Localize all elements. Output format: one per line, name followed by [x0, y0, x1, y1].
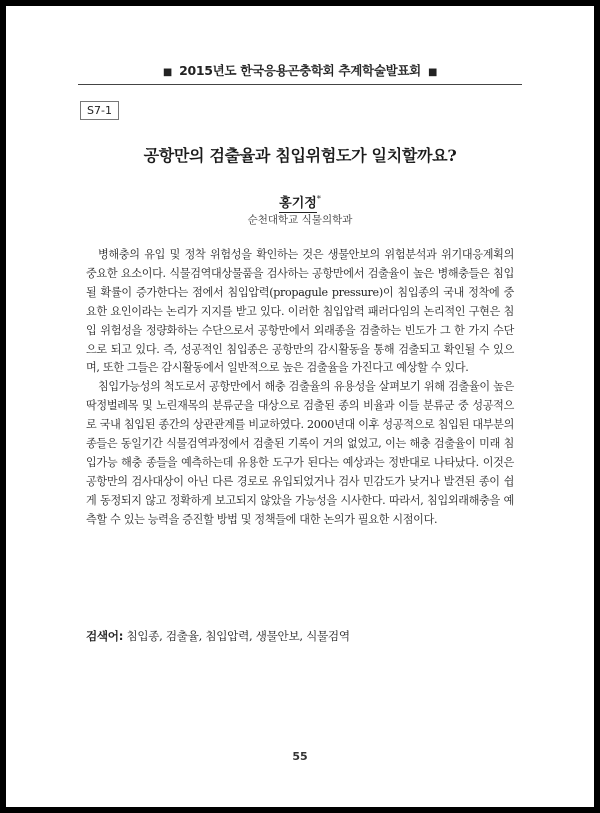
- abstract-paragraph-2: 침입가능성의 척도로서 공항만에서 해충 검출율의 유용성을 살펴보기 위해 검출율이 높은 딱정벌레목 및 노린재목의 분류군을 대상으로 검출된 종의 비율과 이들 분류군 중 성공적으로 국내 침입된 종간의 상관관계를 비교하였다. 2000년대 이후 성공적으로 침입된 대부분의 종들은 동일기간 식물검역과정에서 검출된 기록이 거의 없었고, 이는 해충 검출율이 미래 침입가능 해충 종들을 예측하는데 유용한 도구가 된다는 예상과는 정반대로 나타났다. 이것은 공항만의 검사대상이 아닌 다른 경로로 유입되었거나 검사 민감도가 낮거나 발견된 종이 쉽게 동정되지 않고 정확하게 보고되지 않았을 가능성을 시사한다. 따라서, 침입외래해충을 예측할 수 있는 능력을 증진할 방법 및 정책들에 대한 논의가 필요한 시점이다.: [86, 380, 514, 526]
- author-affiliation: 순천대학교 식물의학과: [247, 214, 353, 226]
- page-border-left: [0, 0, 6, 813]
- abstract-paragraph-1: 병해충의 유입 및 정착 위험성을 확인하는 것은 생물안보의 위험분석과 위기대응계획의 중요한 요소이다. 식물검역대상물품을 검사하는 공항만에서 검출율이 높은 병해충들은 침입될 확률이 증가한다는 점에서 침입압력(propagule pressure)이 침입종의 국내 정착에 중요한 요인이라는 논리가 지지를 받고 있다. 이러한 침입압력 패러다임의 논리적인 구현은 침입 위험성을 정량화하는 수단으로서 공항만에서 외래종을 검출하는 빈도가 그 한 가지 수단으로 되고 있다. 즉, 성공적인 침입종은 공항만의 감시활동을 통해 검출되고 확인될 수 있으며, 또한 그들은 감시활동에서 일반적으로 높은 검출율을 가진다고 예상할 수 있다.: [86, 248, 514, 375]
- keywords-list: 침입종, 검출율, 침입압력, 생물안보, 식물검역: [126, 629, 350, 643]
- header-square-right: ■: [427, 67, 438, 78]
- page-border-bottom: [0, 807, 600, 813]
- abstract-body: [86, 246, 514, 530]
- keywords-line: [86, 628, 514, 644]
- author-name: 홍기정: [279, 196, 317, 211]
- page-border-right: [594, 0, 600, 813]
- page-border-top: [0, 0, 600, 6]
- running-header: [78, 61, 522, 79]
- paper-title: 공항만의 검출율과 침입위험도가 일치할까요?: [143, 146, 457, 165]
- session-id-badge: S7-1: [80, 101, 119, 120]
- corresponding-author-mark: *: [316, 194, 321, 204]
- header-square-left: ■: [162, 67, 173, 78]
- conference-name: 2015년도 한국응용곤충학회 추계학술발표회: [179, 63, 421, 78]
- page-number: 55: [292, 750, 308, 763]
- keywords-label: 검색어:: [86, 629, 124, 643]
- header-rule: [78, 84, 522, 85]
- author-line: [78, 192, 522, 211]
